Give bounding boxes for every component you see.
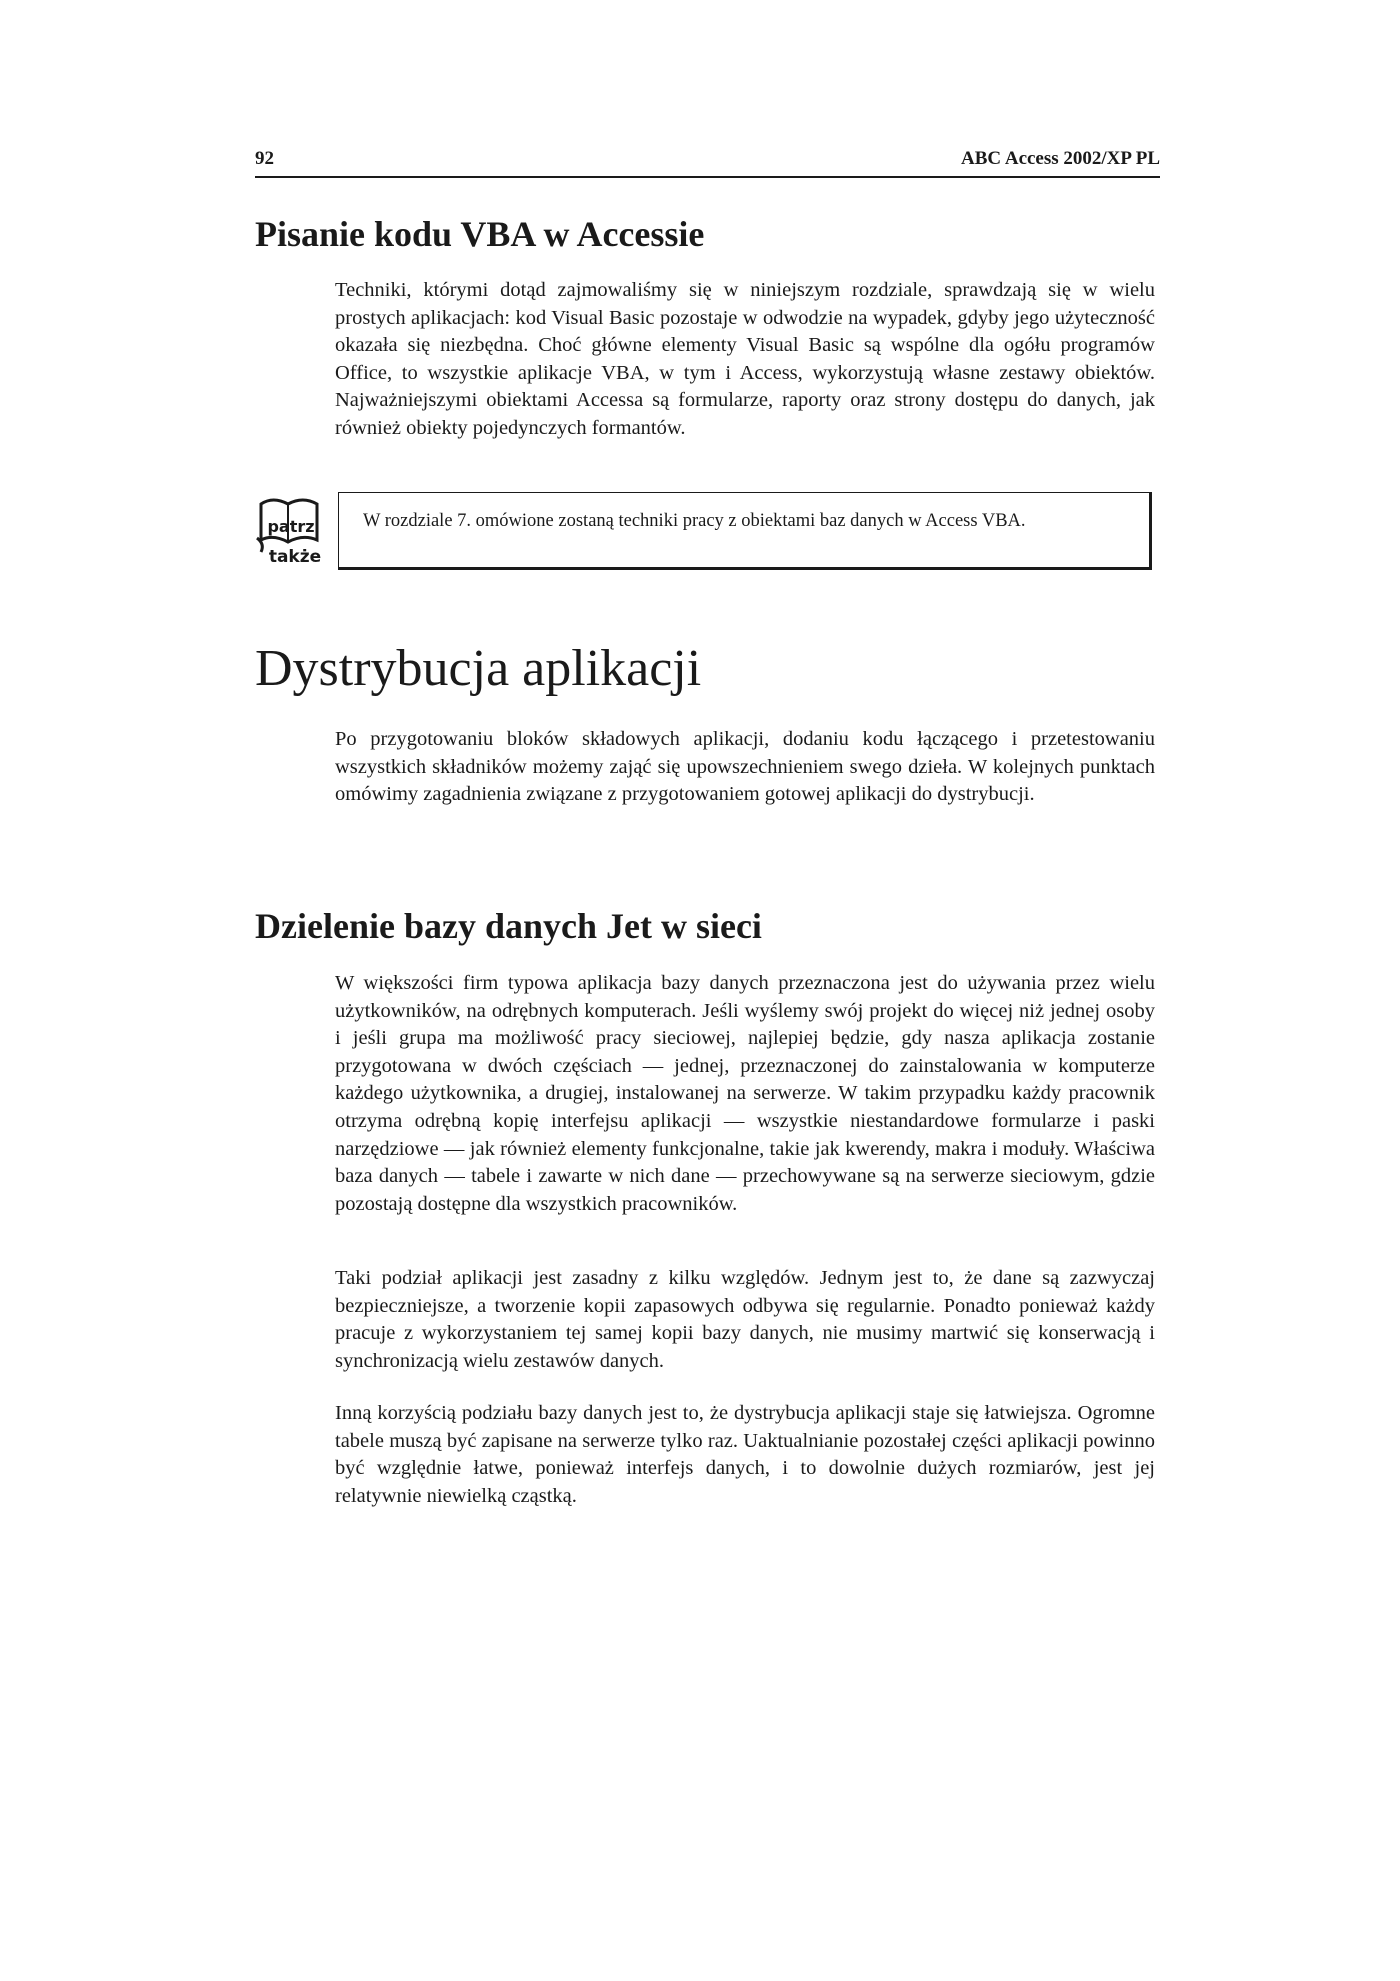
see-also-icon-label-bottom: także [268, 547, 322, 567]
see-also-book-icon [255, 492, 323, 570]
section-heading-vba: Pisanie kodu VBA w Accessie [255, 214, 705, 254]
paragraph-vba-intro: Techniki, którymi dotąd zajmowaliśmy się w niniejszym rozdziale, sprawdzają się w wielu prostych aplikacjach: kod Visual Basic pozostaje w odwodzie na wypadek, gdyby jego użyteczność okazała się niezbędna. Choć główne elementy Visual Basic są wspólne dla ogółu programów Office, to wszystkie aplikacje VBA, w tym i Access, wykorzystują własne zestawy obiektów. Najważniejszymi obiektami Accessa są formularze, raporty oraz strony dostępu do danych, jak również obiekty pojedynczych formantów. [335, 279, 1155, 439]
section-heading-distribution: Dystrybucja aplikacji [255, 640, 702, 697]
book-title: ABC Access 2002/XP PL [961, 148, 1160, 169]
paragraph-jet-network-3: Inną korzyścią podziału bazy danych jest to, że dystrybucja aplikacji staje się łatwiejsza. Ogromne tabele muszą być zapisane na serwerze tylko raz. Uaktualnianie pozostałej części aplikacji powinno być względnie łatwe, ponieważ interfejs danych, i to dowolnie dużych rozmiarów, jest jej relatywnie niewielką cząstką. [335, 1402, 1155, 1507]
see-also-icon-label-top: patrz [267, 517, 315, 536]
page-number: 92 [255, 148, 274, 169]
section-heading-jet-network: Dzielenie bazy danych Jet w sieci [255, 906, 762, 946]
see-also-note-text: W rozdziale 7. omówione zostaną techniki pracy z obiektami baz danych w Access VBA. [363, 511, 1026, 531]
running-header [255, 146, 1160, 178]
paragraph-jet-network-1: W większości firm typowa aplikacja bazy danych przeznaczona jest do używania przez wielu użytkowników, na odrębnych komputerach. Jeśli wyślemy swój projekt do więcej niż jednej osoby i jeśli grupa ma możliwość pracy sieciowej, najlepiej będzie, gdy nasza aplikacja zostanie przygotowana w dwóch częściach — jednej, przeznaczonej do zainstalowania w komputerze każdego użytkownika, a drugiej, instalowanej na serwerze. W takim przypadku każdy pracownik otrzyma odrębną kopię interfejsu aplikacji — wszystkie niestandardowe formularze i paski narzędziowe — jak również elementy funkcjonalne, takie jak kwerendy, makra i moduły. Właściwa baza danych — tabele i zawarte w nich dane — przechowywane są na serwerze sieciowym, gdzie pozostają dostępne dla wszystkich pracowników. [335, 972, 1155, 1215]
paragraph-distribution-intro: Po przygotowaniu bloków składowych aplikacji, dodaniu kodu łączącego i przetestowaniu wszystkich składników możemy zająć się upowszechnieniem swego dzieła. W kolejnych punktach omówimy zagadnienia związane z przygotowaniem gotowej aplikacji do dystrybucji. [335, 728, 1155, 806]
paragraph-jet-network-2: Taki podział aplikacji jest zasadny z kilku względów. Jednym jest to, że dane są zazwyczaj bezpieczniejsze, a tworzenie kopii zapasowych odbywa się regularnie. Ponadto ponieważ każdy pracuje z wykorzystaniem tej samej kopii bazy danych, nie musimy martwić się konserwacją i synchronizacją wielu zestawów danych. [335, 1267, 1155, 1372]
see-also-note [338, 492, 1152, 570]
